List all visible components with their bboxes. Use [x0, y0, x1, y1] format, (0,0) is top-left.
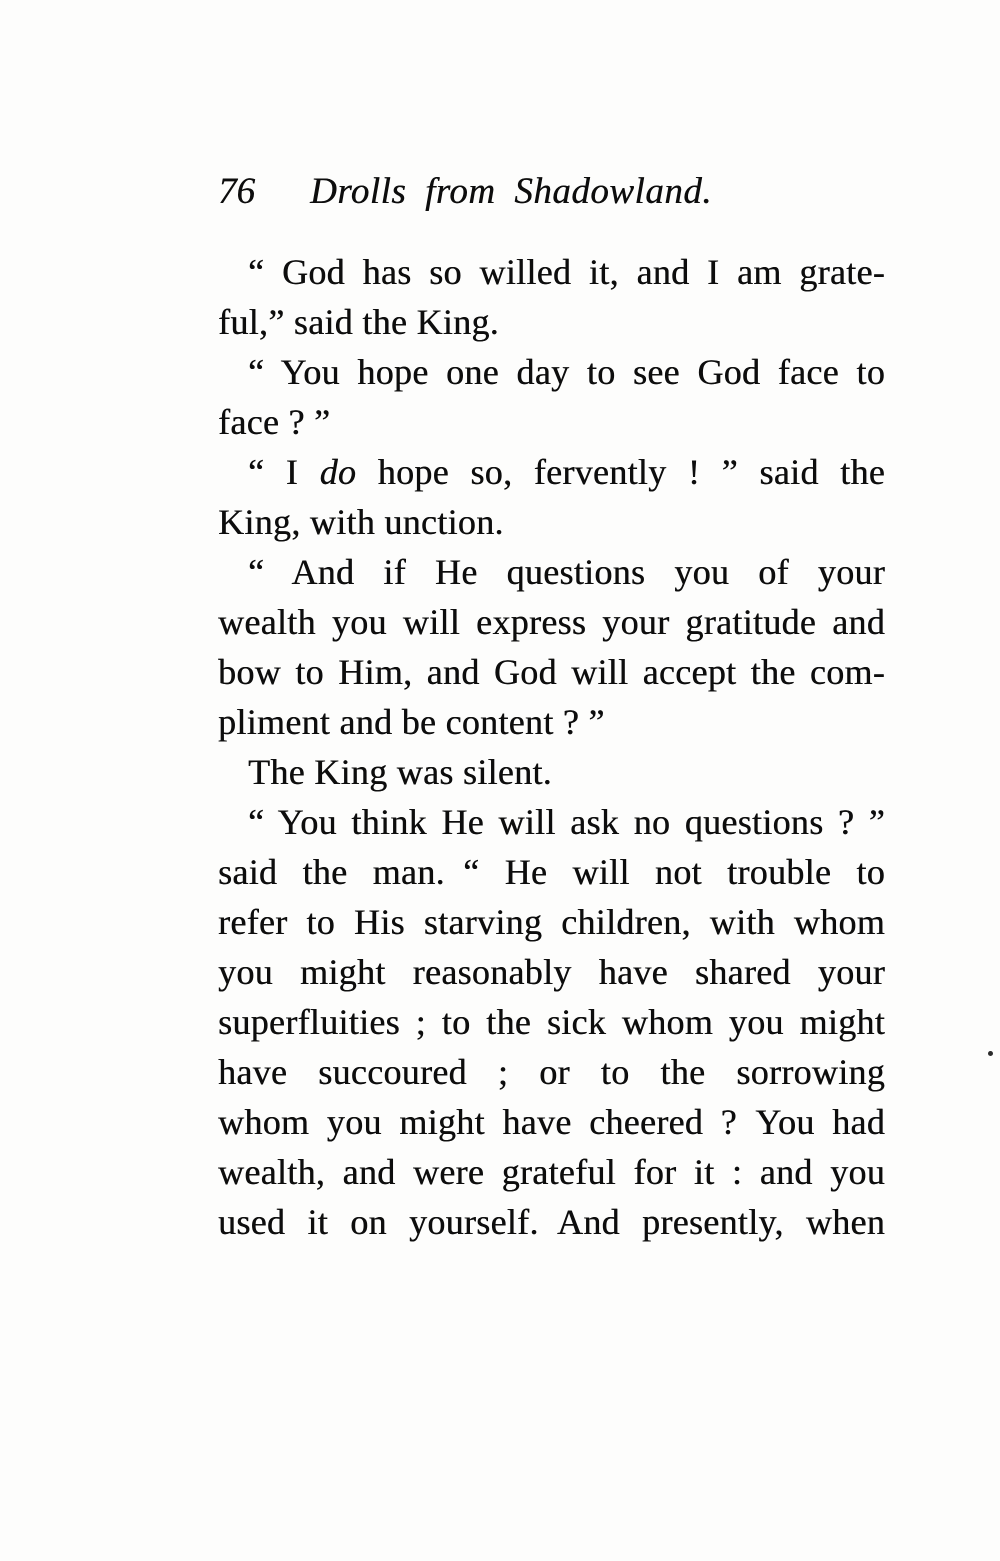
text-line — [218, 1047, 885, 1097]
text-line — [218, 1147, 885, 1197]
text-line — [218, 947, 885, 997]
text-line — [218, 397, 885, 447]
text-line — [218, 997, 885, 1047]
page-number: 76 — [218, 171, 255, 212]
text-segment: “ You hope one day to see God face to — [248, 352, 885, 392]
text-line — [218, 897, 885, 947]
ink-speck — [988, 1051, 993, 1056]
text-segment: said the man. “ He will not trouble to — [218, 852, 885, 892]
text-segment: The King was silent. — [248, 752, 552, 792]
text-line — [218, 647, 885, 697]
text-line — [218, 447, 885, 497]
text-line — [218, 847, 885, 897]
text-segment: ful,” said the King. — [218, 302, 499, 342]
text-line — [218, 297, 885, 347]
text-segment: you might reasonably have shared your — [218, 952, 885, 992]
text-segment: bow to Him, and God will accept the com- — [218, 652, 885, 692]
text-line — [218, 1097, 885, 1147]
text-segment: pliment and be content ? ” — [218, 702, 605, 742]
text-segment: superfluities ; to the sick whom you might — [218, 1002, 885, 1042]
text-line — [218, 547, 885, 597]
text-segment: wealth you will express your gratitude and — [218, 602, 885, 642]
text-line — [218, 747, 885, 797]
text-line — [218, 697, 885, 747]
text-segment: have succoured ; or to the sorrowing — [218, 1052, 885, 1092]
text-line — [218, 347, 885, 397]
text-segment: wealth, and were grateful for it : and you — [218, 1152, 885, 1192]
text-segment: whom you might have cheered ? You had — [218, 1102, 885, 1142]
running-title: Drolls from Shadowland. — [310, 171, 712, 212]
text-segment: King, with unction. — [218, 502, 504, 542]
text-line — [218, 1197, 885, 1247]
page-header — [218, 166, 918, 218]
text-line — [218, 247, 885, 297]
italic-word: do — [319, 452, 357, 492]
text-segment: used it on yourself. And presently, when — [218, 1202, 885, 1242]
text-segment: refer to His starving children, with whom — [218, 902, 885, 942]
text-segment: “ I — [248, 452, 320, 492]
text-segment: hope so, fervently ! ” said the — [356, 452, 885, 492]
page-text — [218, 247, 885, 1247]
text-segment: “ God has so willed it, and I am grate- — [248, 252, 885, 292]
text-line — [218, 797, 885, 847]
text-segment: “ And if He questions you of your — [248, 552, 885, 592]
text-line — [218, 597, 885, 647]
text-segment: “ You think He will ask no questions ? ” — [248, 802, 885, 842]
text-segment: face ? ” — [218, 402, 331, 442]
text-line — [218, 497, 885, 547]
